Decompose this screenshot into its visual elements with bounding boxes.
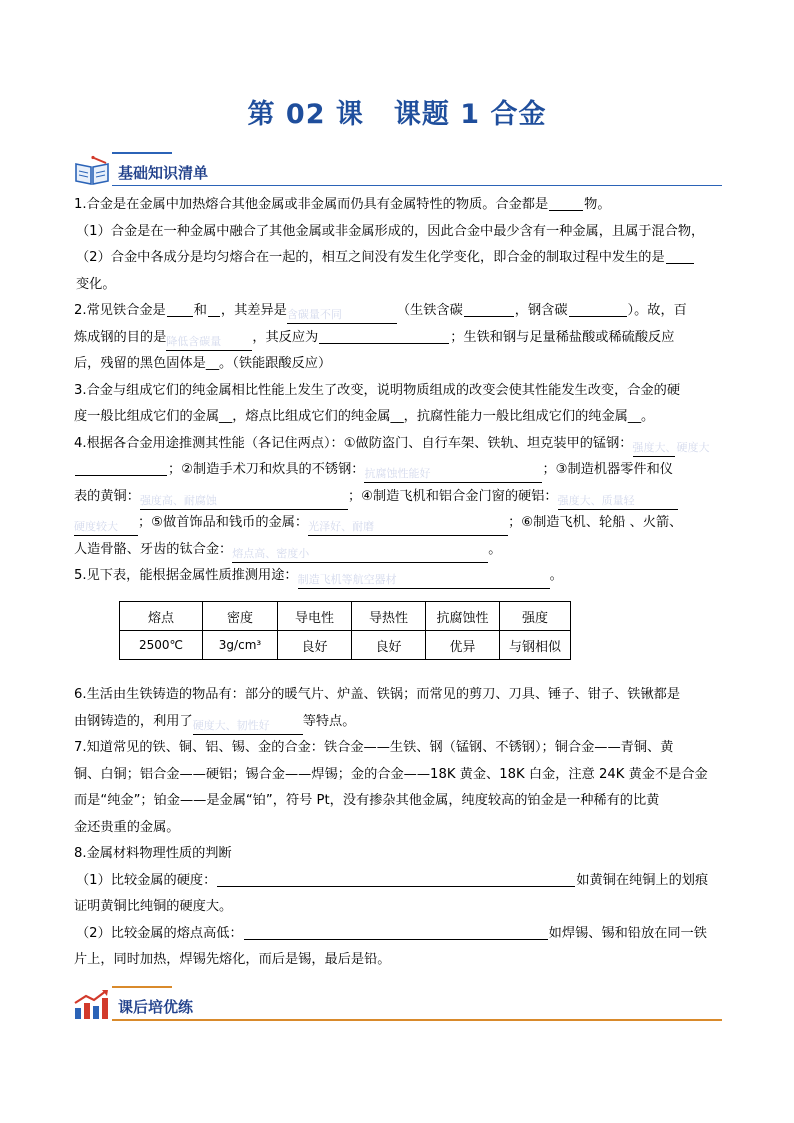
q4-line: 4.根据各合金用途推测其性能（各记住两点）：①做防盗门、自行车架、铁轨、坦克装甲的锰钢：强度大、硬度大 xyxy=(74,431,724,458)
q4-line: 表的黄铜：强度高、耐腐蚀 ；④制造飞机和铝合金门窗的硬铝：强度大、质量轻 xyxy=(74,484,724,511)
q3-line: 3.合金与组成它们的纯金属相比性能上发生了改变，说明物质组成的改变会使其性能发生改变，合金的硬 xyxy=(74,382,681,398)
answer-blank[interactable] xyxy=(75,460,167,476)
q4-line: ；②制造手术刀和炊具的不锈钢：抗腐蚀性能好 ；③制造机器零件和仪 xyxy=(74,457,724,484)
q6-line: 由钢铸造的，利用了硬度大、韧性好 等特点。 xyxy=(74,709,724,736)
table-header-cell: 导电性 xyxy=(278,602,352,631)
heading-rule xyxy=(112,1019,722,1021)
table-row xyxy=(120,631,571,660)
q2-line: 炼成钢的目的是降低含碳量 ，其反应为 ；生铁和钢与足量稀盐酸或稀硫酸反应 xyxy=(74,325,724,352)
hinted-blank[interactable]: 硬度大、韧性好 xyxy=(193,717,303,735)
hinted-blank[interactable]: 熔点高、密度小 xyxy=(232,545,488,563)
q6-line: 6.生活由生铁铸造的物品有：部分的暖气片、炉盖、铁锅；而常见的剪刀、刀具、锤子、钳子、铁锹都是 xyxy=(74,687,681,702)
table-cell: 与钢相似 xyxy=(500,631,571,660)
title-lesson: 第 02 课 xyxy=(247,99,364,130)
q7-line: 铜、白铜；铝合金——硬铝；锡合金——焊锡；金的合金——18K 黄金、18K 白金，注意 24K 黄金不是合金 xyxy=(74,766,708,782)
bar-chart-growth-icon xyxy=(72,988,112,1020)
table-header-cell: 抗腐蚀性 xyxy=(426,602,500,631)
table-cell: 良好 xyxy=(352,631,426,660)
content-body xyxy=(74,192,724,590)
q7-line: 金还贵重的金属。 xyxy=(74,819,180,835)
answer-blank[interactable] xyxy=(208,301,220,317)
table-header-cell: 导热性 xyxy=(352,602,426,631)
hinted-blank[interactable]: 强度大、硬度大 xyxy=(633,439,675,457)
q1-line: 变化。 xyxy=(76,276,116,292)
table-cell: 3g/cm³ xyxy=(203,631,278,660)
table-cell: 优异 xyxy=(426,631,500,660)
hinted-blank[interactable]: 含碳量不同 xyxy=(287,306,397,324)
answer-blank[interactable] xyxy=(549,195,583,211)
answer-blank[interactable] xyxy=(464,301,514,317)
q3-line: 度一般比组成它们的金属__，熔点比组成它们的纯金属__，抗腐性能力一般比组成它们的纯金属__。 xyxy=(74,409,655,424)
section-heading-practice xyxy=(72,986,722,1022)
table-header-cell: 熔点 xyxy=(120,602,203,631)
q8-line: （2）比较金属的熔点高低： 如焊锡、锡和铅放在同一铁 xyxy=(76,925,707,941)
title-topic: 课题 1 合金 xyxy=(393,99,547,130)
hinted-blank[interactable]: 强度大、质量轻 xyxy=(558,492,678,510)
answer-blank[interactable] xyxy=(666,248,694,264)
table-cell: 2500℃ xyxy=(120,631,203,660)
section-heading-basics xyxy=(72,152,722,188)
table-cell: 良好 xyxy=(278,631,352,660)
section-label: 课后培优练 xyxy=(118,998,194,1016)
table-header-row xyxy=(120,602,571,631)
q5-line: 5.见下表，能根据金属性质推测用途：制造飞机等航空器材 。 xyxy=(74,563,724,590)
q8-line: 8.金属材料物理性质的判断 xyxy=(74,846,232,861)
hinted-blank[interactable]: 光泽好、耐磨 xyxy=(308,518,508,536)
q1-line: （1）合金是在一种金属中融合了其他金属或非金属形成的，因此合金中最少含有一种金属，且属于混合物， xyxy=(76,223,705,239)
q2-line: 2.常见铁合金是 和 ，其差异是含碳量不同 （生铁含碳 ，钢含碳 ）。故，百 xyxy=(74,298,724,325)
q1-line: （2）合金中各成分是均匀熔合在一起的，相互之间没有发生化学变化，即合金的制取过程中发生的是 xyxy=(74,245,724,272)
book-reading-icon xyxy=(72,154,112,186)
metal-properties-table xyxy=(119,601,571,660)
q8-line: 证明黄铜比纯铜的硬度大。 xyxy=(74,899,233,914)
page-title xyxy=(0,92,794,131)
answer-blank[interactable] xyxy=(167,301,193,317)
answer-blank[interactable] xyxy=(319,328,449,344)
q8-line: （1）比较金属的硬度： 如黄铜在纯铜上的划痕 xyxy=(76,872,709,888)
q8-line: 片上，同时加热，焊锡先熔化，而后是锡，最后是铅。 xyxy=(74,952,391,967)
heading-accent-bar xyxy=(112,986,172,988)
hinted-blank[interactable]: 制造飞机等航空器材 xyxy=(298,571,550,589)
section-label: 基础知识清单 xyxy=(118,164,209,182)
q2-line: 后，残留的黑色固体是__。（铁能跟酸反应） xyxy=(74,356,332,371)
q4-line: 人造骨骼、牙齿的钛合金：熔点高、密度小 。 xyxy=(74,537,724,564)
answer-blank[interactable] xyxy=(217,871,575,887)
hinted-blank[interactable]: 降低含碳量 xyxy=(166,333,252,351)
table-header-cell: 强度 xyxy=(500,602,571,631)
q1-line: 1.合金是在金属中加热熔合其他金属或非金属而仍具有金属特性的物质。合金都是 物。 xyxy=(74,197,611,212)
answer-blank[interactable] xyxy=(244,924,548,940)
heading-rule xyxy=(112,185,722,186)
hinted-blank[interactable]: 抗腐蚀性能好 xyxy=(364,465,542,483)
content-body-lower xyxy=(74,682,724,974)
hinted-blank[interactable]: 硬度较大 xyxy=(74,518,138,536)
answer-blank[interactable] xyxy=(569,301,627,317)
q7-line: 7.知道常见的铁、铜、铝、锡、金的合金：铁合金——生铁、钢（锰钢、不锈钢）；铜合金——青铜、黄 xyxy=(74,740,674,755)
hinted-blank[interactable]: 强度高、耐腐蚀 xyxy=(140,492,348,510)
q4-line: 硬度较大 ；⑤做首饰品和钱币的金属：光泽好、耐磨 ；⑥制造飞机、轮船 、火箭、 xyxy=(74,510,724,537)
q7-line: 而是“纯金”；铂金——是金属“铂”，符号 Pt，没有掺杂其他金属，纯度较高的铂金是一种稀有的比黄 xyxy=(74,793,660,808)
heading-accent-bar xyxy=(112,152,172,154)
table-header-cell: 密度 xyxy=(203,602,278,631)
